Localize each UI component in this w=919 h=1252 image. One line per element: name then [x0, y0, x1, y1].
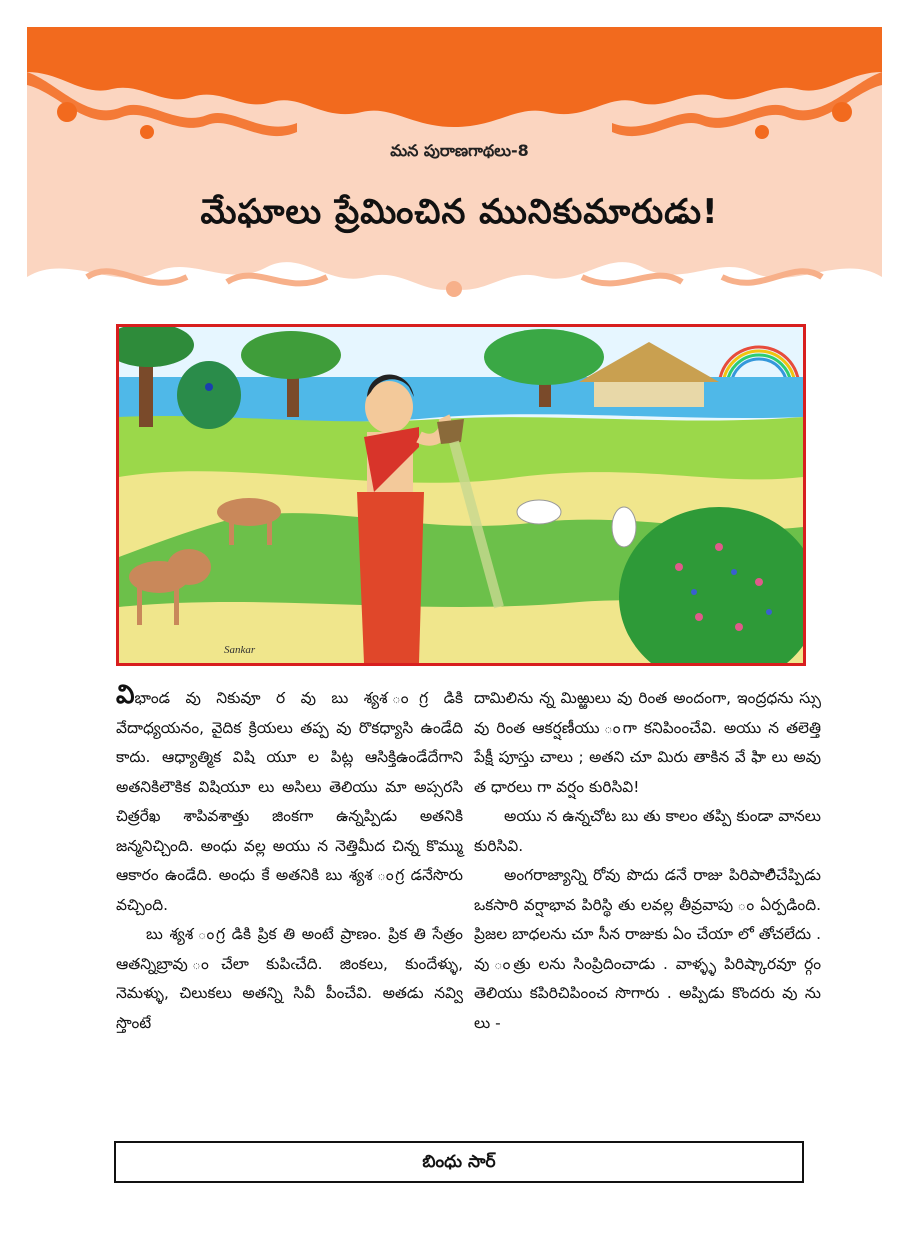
series-label: మన పురాణగాథలు-8 — [390, 141, 529, 160]
article-paragraph: దామిలిను న్న మిఱ్ఱులు వు రింత అందంగా, ఇంద్రధను స్సు వు రింత ఆకర్షణీయు ంగా కనిపింంచేవి. అయు న తలెత్తి పేక్షీ పూస్తు చాలు ; అతని చూ మిరు తాకిన వే ఫిా లు అవు త ధారలు గా వర్షం కురిసివి! — [474, 689, 821, 796]
article-paragraph: బు శ్యశ ంగ్ర డికి ప్రిక తి అంటే ప్రాణం. ప్రిక తి సేత్రం ఆతన్నిబ్రావు ంచేలా కుపిఁచేది. జింకలు, కుందేళ్ళు, నెమళ్ళు, చిలుకలు అతన్ని సివీ పీంచేవి. అతడు నవ్వి స్తొంటే — [116, 925, 463, 1032]
author-box — [114, 1141, 804, 1183]
article-column-right — [474, 684, 821, 1038]
title-banner — [27, 27, 882, 317]
article-paragraph — [116, 680, 463, 920]
article-title: మేఘాలు ప్రేమించిన మునికుమారుడు! — [200, 192, 719, 232]
author-name: బింధు సార్ — [422, 1152, 496, 1172]
article-paragraph: అంగరాజ్యాన్ని రోవు పొదు డనే రాజు పిరిపాలిిచేప్పిడు ఒకసారి వర్షాభావ పిరిస్థి తు లవల్ల తీవ్రవాపు ం ఏర్పడింది. ప్రిజల బాధలను చూ సీన రాజుకు ఏం చేయా లో తోచలేదు . వు ంత్రు లను సింప్రిదించాడు . వాళ్ళ్ళ పిరిష్కారవూ ర్గం తెలియు కపిరిచిపింంచ సొగారు . అప్పిడు కొందరు వు ను లు - — [474, 866, 821, 1032]
artist-signature: Sankar — [224, 644, 256, 656]
illustration-scene — [119, 327, 803, 663]
paragraph-text: భాండ వు నికువూ ర వు బు శ్యశ ంగ్ర డికి వేదాధ్యయనం, వైదిక క్రియలు తప్ప వు రొకధ్యాసి ఉండేది కాదు. ఆధ్యాత్మిక విషి యూ ల పిట్ల ఆసిక్తిఉండేదేగాని అతనికిలౌకిక విషియూ లు అసిలు తెలియు మా అప్సరసి చిత్రరేఖ శాపివశాత్తు జింకగా ఉన్నప్పిడు అతనికి జన్మనిచ్చింది. అంధు వల్ల అయు న నెత్తిమీద చిన్న కొమ్ము ఆకారం ఉండేది. అంధు కే అతనికి బు శ్యశ ంగ్ర డనేసొరు వచ్చింది. — [116, 689, 463, 914]
dropcap: వి — [116, 680, 135, 710]
article-paragraph: అయు న ఉన్నచోట బు తు కాలం తప్పి కుండా వానలు కురిసివి. — [474, 807, 821, 855]
article-column-left — [116, 680, 463, 1038]
story-illustration — [116, 324, 806, 666]
